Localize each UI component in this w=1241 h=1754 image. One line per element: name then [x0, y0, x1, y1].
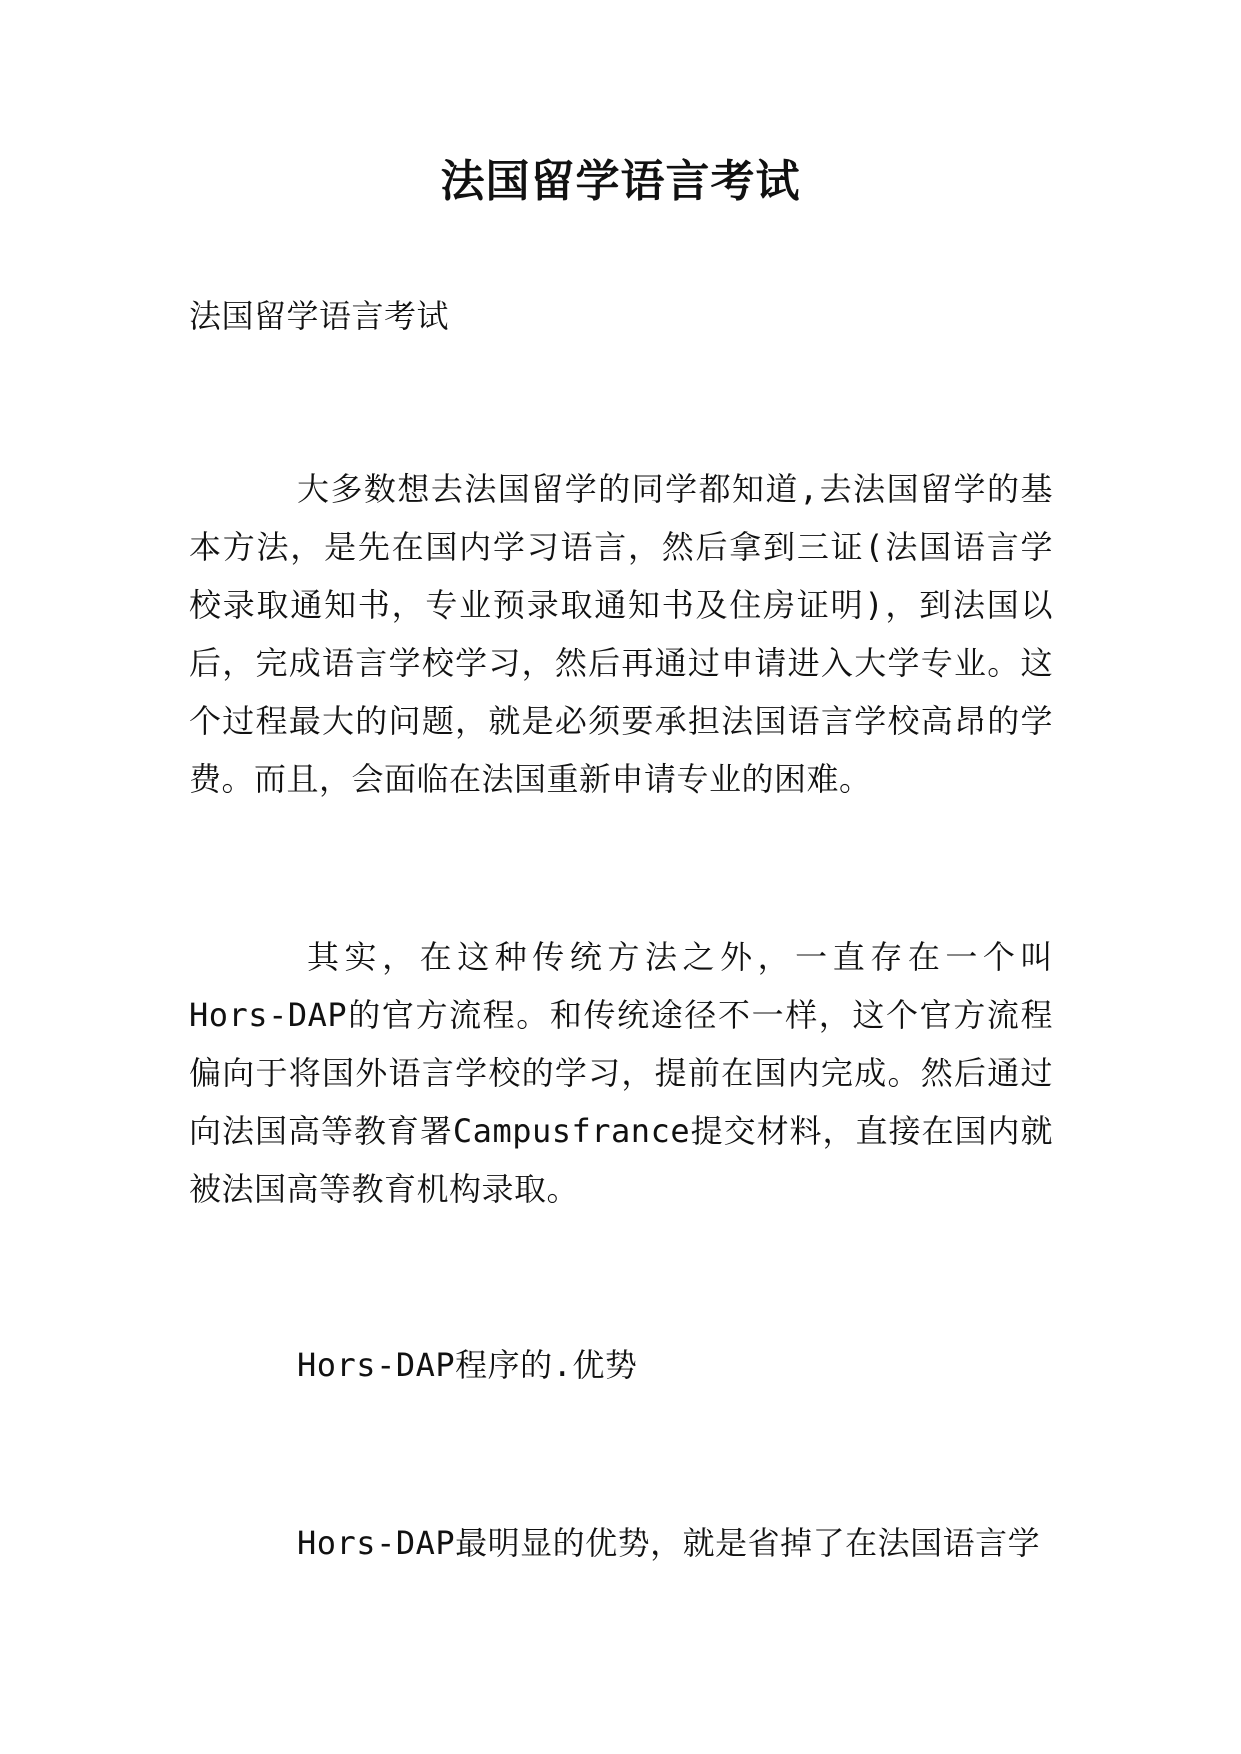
paragraph-1: 大多数想去法国留学的同学都知道,去法国留学的基本方法，是先在国内学习语言，然后拿到三证(法国语言学校录取通知书，专业预录取通知书及住房证明)，到法国以后，完成语言学校学习，然后再通过申请进入大学专业。这个过程最大的问题，就是必须要承担法国语言学校高昂的学费。而且，会面临在法国重新申请专业的困难。 — [189, 470, 1053, 798]
section-heading: Hors-DAP程序的.优势 — [297, 1346, 638, 1384]
section-paragraph: Hors-DAP最明显的优势，就是省掉了在法国语言学 — [297, 1524, 1041, 1562]
document-subtitle: 法国留学语言考试 — [189, 297, 450, 335]
document-title: 法国留学语言考试 — [440, 156, 801, 207]
paragraph-2: 其实，在这种传统方法之外，一直存在一个叫Hors-DAP的官方流程。和传统途径不一样，这个官方流程偏向于将国外语言学校的学习，提前在国内完成。然后通过向法国高等教育署Campusfrance提交材料，直接在国内就被法国高等教育机构录取。 — [189, 938, 1053, 1208]
